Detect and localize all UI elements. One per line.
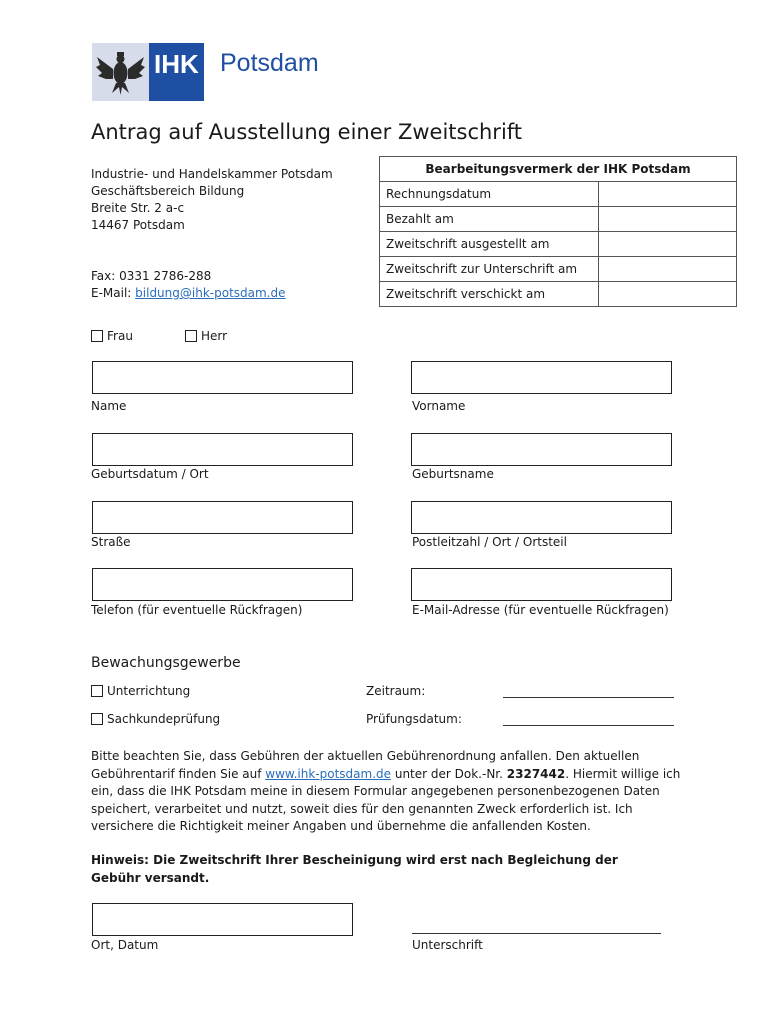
section-title: Bewachungsgewerbe <box>91 655 241 671</box>
office-row-value <box>599 282 737 307</box>
vorname-label: Vorname <box>412 399 466 413</box>
unterschrift-label: Unterschrift <box>412 938 483 952</box>
pruefungsdatum-line[interactable] <box>503 725 674 726</box>
sachkunde-option[interactable] <box>91 712 220 726</box>
email-input-label: E-Mail-Adresse (für eventuelle Rückfragen) <box>412 603 669 617</box>
address-line: Industrie- und Handelskammer Potsdam <box>91 167 333 181</box>
office-row-label: Zweitschrift zur Unterschrift am <box>380 257 599 282</box>
notice-text: Bitte beachten Sie, dass Gebühren der aktuellen Gebührenordnung anfallen. Den aktuellen Gebührentarif finden Sie auf <box>91 749 640 781</box>
ihk-logo <box>92 43 319 101</box>
office-row-label: Zweitschrift ausgestellt am <box>380 232 599 257</box>
logo-city: Potsdam <box>220 49 319 77</box>
address-block <box>91 166 333 234</box>
geburtsname-input[interactable] <box>411 433 672 466</box>
herr-checkbox[interactable] <box>185 330 197 342</box>
email-line <box>91 285 286 302</box>
contact-block <box>91 268 286 302</box>
herr-label: Herr <box>201 329 228 343</box>
zeitraum-label: Zeitraum: <box>366 684 426 698</box>
notice-text: . Hiermit willige ich ein, dass die IHK Potsdam meine in diesem Formular angegebenen personenbezogenen Daten speichert, verarbeitet und nutzt, soweit dies für den genannten Zweck erforderlich ist. Ich versichere die Richtigkeit meiner Angaben und übernehme die anfallenden Kosten. <box>91 766 681 833</box>
unterrichtung-option[interactable] <box>91 684 190 698</box>
ort-datum-input[interactable] <box>92 903 353 936</box>
telefon-input[interactable] <box>92 568 353 601</box>
address-line: Breite Str. 2 a-c <box>91 201 185 215</box>
plz-label: Postleitzahl / Ort / Ortsteil <box>412 535 567 549</box>
email-label: E-Mail: <box>91 286 136 300</box>
notice-text: unter der Dok.-Nr. <box>391 766 507 781</box>
fax-number: Fax: 0331 2786-288 <box>91 269 212 283</box>
geburtsdatum-label: Geburtsdatum / Ort <box>91 467 209 481</box>
sachkunde-checkbox[interactable] <box>91 713 103 725</box>
name-input[interactable] <box>92 361 353 394</box>
sachkunde-label: Sachkundeprüfung <box>107 712 221 726</box>
strasse-label: Straße <box>91 535 131 549</box>
geburtsdatum-input[interactable] <box>92 433 353 466</box>
telefon-label: Telefon (für eventuelle Rückfragen) <box>91 603 303 617</box>
office-row-value <box>599 257 737 282</box>
ihk-website-link[interactable]: www.ihk-potsdam.de <box>265 766 392 781</box>
page-title: Antrag auf Ausstellung einer Zweitschrift <box>91 120 523 144</box>
salutation-herr[interactable] <box>185 329 227 343</box>
eagle-emblem-icon <box>92 43 149 101</box>
email-link[interactable]: bildung@ihk-potsdam.de <box>135 286 286 300</box>
vorname-input[interactable] <box>411 361 672 394</box>
unterrichtung-checkbox[interactable] <box>91 685 103 697</box>
strasse-input[interactable] <box>92 501 353 534</box>
logo-brand: IHK <box>154 49 199 79</box>
office-row-label: Rechnungsdatum <box>380 182 599 207</box>
office-row-value <box>599 207 737 232</box>
frau-checkbox[interactable] <box>91 330 103 342</box>
signature-line[interactable] <box>412 933 661 934</box>
ort-datum-label: Ort, Datum <box>91 938 159 952</box>
office-table-heading: Bearbeitungsvermerk der IHK Potsdam <box>380 157 737 182</box>
office-row-label: Bezahlt am <box>380 207 599 232</box>
plz-input[interactable] <box>411 501 672 534</box>
office-row-value <box>599 182 737 207</box>
office-row-label: Zweitschrift verschickt am <box>380 282 599 307</box>
email-input[interactable] <box>411 568 672 601</box>
dok-nr: 2327442 <box>506 766 566 781</box>
office-use-table <box>379 156 737 307</box>
address-line: 14467 Potsdam <box>91 218 185 232</box>
unterrichtung-label: Unterrichtung <box>107 684 191 698</box>
frau-label: Frau <box>107 329 133 343</box>
office-row-value <box>599 232 737 257</box>
zeitraum-line[interactable] <box>503 697 674 698</box>
geburtsname-label: Geburtsname <box>412 467 494 481</box>
salutation-frau[interactable] <box>91 329 133 343</box>
name-label: Name <box>91 399 127 413</box>
fee-notice <box>91 748 691 836</box>
pruefungsdatum-label: Prüfungsdatum: <box>366 712 462 726</box>
payment-hint: Hinweis: Die Zweitschrift Ihrer Bescheinigung wird erst nach Begleichung der Gebühr versandt. <box>91 853 618 885</box>
address-line: Geschäftsbereich Bildung <box>91 184 245 198</box>
